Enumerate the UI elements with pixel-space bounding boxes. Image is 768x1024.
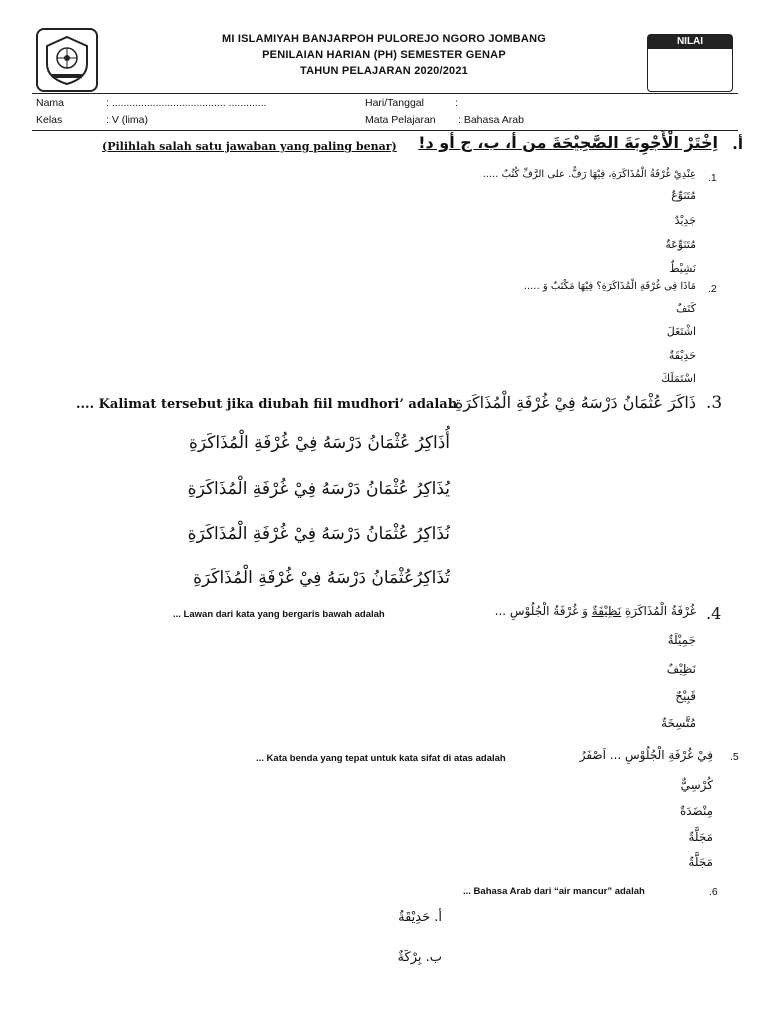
- option-d[interactable]: نَشِيْطٌ: [669, 262, 696, 275]
- underlined-word: نَظِيْفَةٌ: [591, 604, 622, 618]
- question-text-indonesian: ... Kata benda yang tepat untuk kata sifat di atas adalah: [256, 753, 506, 764]
- option-a[interactable]: أُذَاكِرُ عُثْمَانُ دَرْسَهُ فِيْ غُرْفَةِ الْمُذَاكَرَةِ: [189, 433, 450, 453]
- name-value: : ....................................... .............: [106, 97, 267, 109]
- date-label: Hari/Tanggal: [365, 97, 424, 109]
- question-text-indonesian: .... Kalimat tersebut jika diubah fiil mudhori’ adalah: [76, 397, 458, 412]
- section-title-arabic: اِخْتَرْ الْأَجْوِبَةَ الصَّحِيْحَةَ من أ، ب، ج أو د!: [418, 133, 718, 152]
- class-label: Kelas: [36, 114, 63, 126]
- question-number: .2: [708, 283, 717, 295]
- question-text: مَاذَا فِى غُرْفَةِ الْمُذَاكَرَةِ؟ فِيْهَا مَكْتَبٌ وَ .....: [523, 281, 696, 292]
- question-text: عِنْدِيْ غُرْفَةُ الْمُذَاكَرَةِ، فِيْهَا رَفٌّ. على الرَّفِّ كُتُبٌ .....: [482, 169, 696, 180]
- question-text-indonesian: ... Lawan dari kata yang bergaris bawah adalah: [173, 609, 385, 620]
- name-label: Nama: [36, 97, 65, 109]
- option-a[interactable]: جَمِيْلَةٌ: [667, 633, 696, 647]
- info-divider: [32, 130, 738, 131]
- question-number: .1: [708, 172, 717, 184]
- subject-value: : Bahasa Arab: [458, 114, 524, 126]
- section-title-indonesian: (Pilihlah salah satu jawaban yang paling benar): [102, 140, 397, 153]
- question-text-arabic: [495, 604, 696, 618]
- option-d[interactable]: مَجَلَّةٌ: [688, 855, 713, 869]
- option-b[interactable]: مِنْضَدَةٌ: [679, 804, 713, 818]
- option-c[interactable]: مُتَنَوِّعَةٌ: [665, 238, 696, 251]
- option-b[interactable]: نَظِيْفٌ: [666, 662, 696, 676]
- question-text-indonesian: ... Bahasa Arab dari “air mancur” adalah: [463, 886, 645, 897]
- class-value: : V (lima): [106, 114, 148, 126]
- option-b[interactable]: جَدِيْدٌ: [674, 214, 696, 227]
- option-a[interactable]: كُرْسِيٌّ: [680, 778, 713, 792]
- option-c[interactable]: حَدِيْقَةٌ: [668, 349, 696, 362]
- option-b[interactable]: ب. بِرْكَةٌ: [397, 950, 442, 965]
- option-d[interactable]: اسْتَمَلَكَ: [661, 372, 696, 385]
- option-a[interactable]: أ. حَدِيْقَةٌ: [398, 910, 442, 925]
- option-c[interactable]: قَبِيْحٌ: [675, 689, 696, 703]
- option-a[interactable]: كَتَفٌ: [676, 302, 696, 315]
- option-b[interactable]: اشْتَغَلَ: [666, 325, 696, 338]
- subject-label: Mata Pelajaran: [365, 114, 436, 126]
- question-number: .6: [709, 886, 718, 898]
- academic-year: TAHUN PELAJARAN 2020/2021: [299, 65, 469, 77]
- score-box: [647, 34, 733, 92]
- question-text-part: وَ غُرْفَةُ الْجُلُوْسِ ...: [494, 604, 592, 618]
- question-number: .5: [730, 751, 739, 763]
- assessment-title: PENILAIAN HARIAN (PH) SEMESTER GENAP: [262, 49, 506, 61]
- question-number: .3: [706, 393, 723, 413]
- school-name: MI ISLAMIYAH BANJARPOH PULOREJO NGORO JOMBANG: [222, 33, 546, 45]
- score-label: NILAI: [648, 35, 732, 49]
- option-c[interactable]: نُذَاكِرُ عُثْمَانُ دَرْسَهُ فِيْ غُرْفَةِ الْمُذَاكَرَةِ: [187, 524, 450, 544]
- question-number: .4: [706, 604, 722, 623]
- section-letter: أ.: [732, 135, 743, 153]
- option-a[interactable]: مُتَنَوِّعٌ: [671, 189, 696, 202]
- option-c[interactable]: مَجَلَّةٌ: [688, 830, 713, 844]
- date-value: :: [455, 97, 458, 109]
- question-text-arabic: فِيْ غُرْفَةِ الْجُلُوْسِ ... اَصْفَرُ: [579, 748, 713, 762]
- question-text-arabic: ذَاكَرَ عُثْمَانُ دَرْسَهُ فِيْ غُرْفَةِ الْمُذَاكَرَةِ.: [449, 393, 696, 412]
- option-d[interactable]: تُذَاكِرُعُثْمَانُ دَرْسَهُ فِيْ غُرْفَةِ الْمُذَاكَرَةِ: [193, 568, 450, 588]
- option-d[interactable]: مُتَّسِخَةٌ: [661, 716, 696, 730]
- question-text-part: غُرْفَةُ الْمُذَاكَرَةِ: [621, 604, 696, 618]
- header-divider: [32, 93, 738, 94]
- option-b[interactable]: يُذَاكِرُ عُثْمَانُ دَرْسَهُ فِيْ غُرْفَةِ الْمُذَاكَرَةِ: [187, 479, 450, 499]
